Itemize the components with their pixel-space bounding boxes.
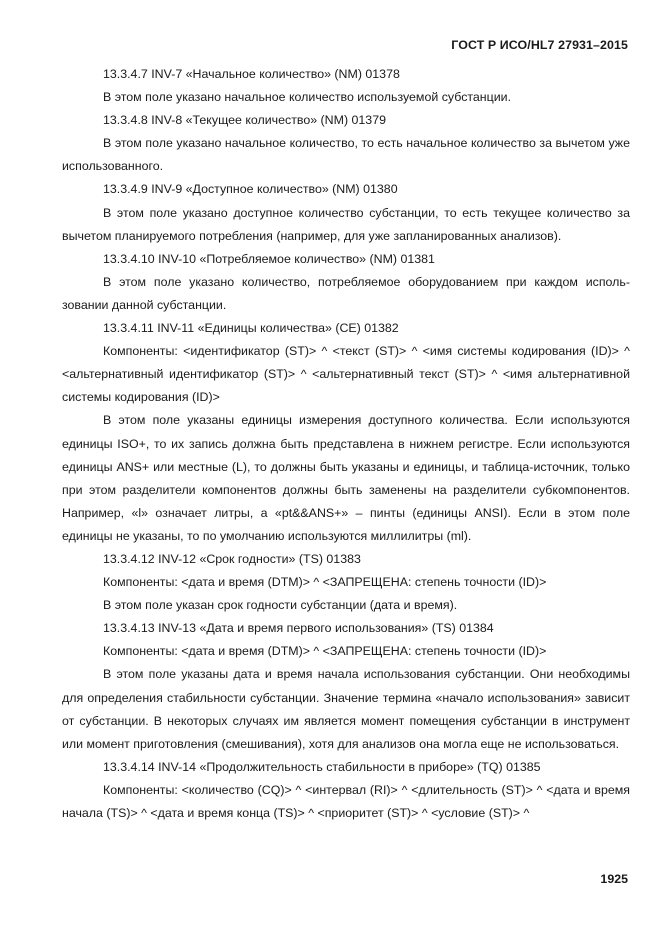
paragraph: В этом поле указано доступное количество субстанции, то есть текущее количество за вычетом планируемого потребления (например, для уже запланированных анализов). (62, 205, 630, 243)
section-heading: 13.3.4.11 INV-11 «Единицы количества» (CE) 01382 (103, 321, 399, 336)
section-heading: 13.3.4.9 INV-9 «Доступное количество» (NM) 01380 (103, 182, 398, 197)
document-header: ГОСТ Р ИСО/HL7 27931–2015 (451, 38, 628, 52)
section-heading: 13.3.4.13 INV-13 «Дата и время первого использования» (TS) 01384 (103, 621, 494, 636)
section-heading: 13.3.4.14 INV-14 «Продолжительность стабильности в приборе» (TQ) 01385 (103, 759, 541, 774)
document-body (62, 63, 630, 825)
paragraph: Компоненты: <дата и время (DTM)> ^ <ЗАПРЕЩЕНА: степень точности (ID)> (103, 644, 547, 659)
paragraph: В этом поле указано начальное количество используемой субстанции. (103, 90, 512, 105)
section-heading: 13.3.4.10 INV-10 «Потребляемое количество» (NM) 01381 (103, 251, 435, 266)
section-heading: 13.3.4.7 INV-7 «Начальное количество» (NM) 01378 (103, 67, 400, 81)
paragraph: Компоненты: <количество (CQ)> ^ <интервал (RI)> ^ <длительность (ST)> ^ <дата и время начала (TS)> ^ <дата и время конца (TS)> ^ <приоритет (ST)> ^ <условие (ST)> ^ (62, 782, 630, 820)
page-number: 1925 (600, 872, 628, 886)
paragraph: В этом поле указаны единицы измерения доступного количества. Если используются единицы ISO+, то их запись должна быть представлена в нижнем регистре. Если используются единицы ANS+ или местные (L), то должны быть указаны и единицы, и таблица-источник, только при этом разделители компонентов должны быть заменены на разделители субкомпонентов. Например, «l» означает литры, а «pt&&ANS+» – пинты (единицы ANSI). Если в этом поле единицы не указаны, то по умолчанию используются миллилитры (ml). (62, 413, 630, 543)
paragraph: В этом поле указаны дата и время начала использования субстанции. Они необходимы для определения стабильности субстанции. Значение термина «начало использования» зависит от субстанции. В некоторых случаях им является момент помещения субстанции в инструмент или момент приготовления (смешивания), хотя для анализов она могла еще не использоваться. (62, 667, 630, 751)
paragraph: Компоненты: <дата и время (DTM)> ^ <ЗАПРЕЩЕНА: степень точности (ID)> (103, 575, 547, 590)
paragraph: В этом поле указан срок годности субстанции (дата и время). (103, 598, 458, 613)
paragraph: Компоненты: <идентификатор (ST)> ^ <текст (ST)> ^ <имя системы кодирования (ID)> ^ <альтернативный идентификатор (ST)> ^ <альтернативный текст (ST)> ^ <имя альтернативной системы кодирования (ID)> (62, 344, 630, 405)
paragraph: В этом поле указано начальное количество, то есть начальное количество за вычетом уже использованного. (62, 136, 630, 174)
paragraph: В этом поле указано количество, потребляемое оборудованием при каждом использовании данной субстанции. (62, 274, 630, 312)
section-heading: 13.3.4.8 INV-8 «Текущее количество» (NM) 01379 (103, 113, 386, 128)
section-heading: 13.3.4.12 INV-12 «Срок годности» (TS) 01383 (103, 551, 361, 566)
